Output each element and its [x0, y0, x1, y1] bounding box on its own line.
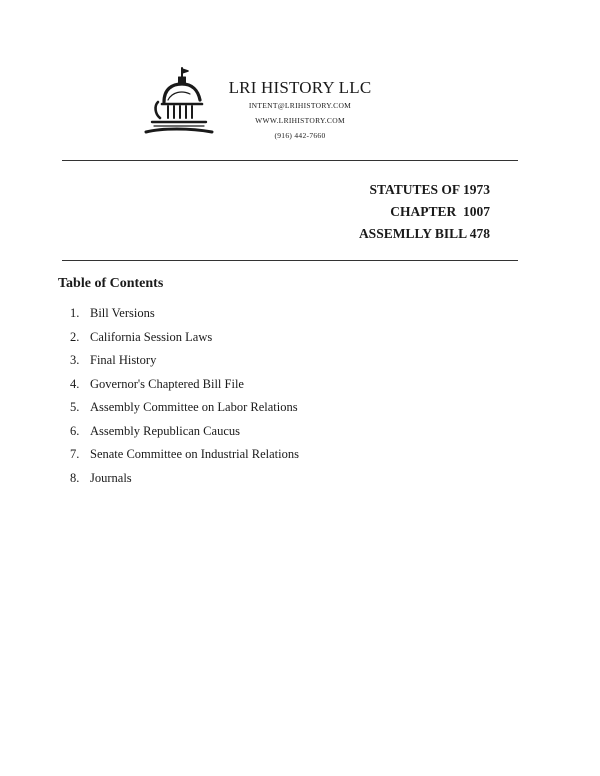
statute-year: STATUTES OF 1973: [369, 182, 490, 197]
toc-item: [70, 353, 299, 377]
toc-item-number: 5.: [70, 400, 80, 414]
capitol-dome-icon: [142, 62, 214, 140]
toc-item: [70, 424, 299, 448]
toc-item: [70, 306, 299, 330]
toc-item: [70, 330, 299, 354]
header-divider: [62, 160, 518, 161]
company-email: INTENT@LRIHISTORY.COM: [248, 101, 352, 110]
toc-title: Table of Contents: [58, 276, 164, 291]
toc-item-number: 6.: [70, 423, 80, 438]
toc-item-number: 8.: [70, 470, 80, 485]
toc-item-number: 4.: [70, 376, 80, 391]
toc-item-number: 3.: [70, 353, 80, 367]
toc-item: [70, 377, 299, 401]
toc-item-label: Senate Committee on Industrial Relations: [90, 447, 299, 461]
toc-item: [70, 400, 299, 424]
company-website: WWW.LRIHISTORY.COM: [255, 116, 345, 125]
company-phone: (916) 442-7660: [274, 131, 326, 140]
company-name: LRI HISTORY LLC: [228, 78, 372, 97]
toc-item-number: 2.: [70, 329, 80, 344]
toc-item-label: Assembly Republican Caucus: [90, 423, 240, 438]
toc-item-label: Final History: [90, 353, 157, 367]
toc-item: [70, 447, 299, 471]
toc-item-label: Journals: [90, 470, 132, 485]
statute-chapter: CHAPTER 1007: [390, 204, 490, 219]
toc-item-number: 7.: [70, 447, 80, 461]
toc-item: [70, 471, 299, 495]
statute-bill: ASSEMLLY BILL 478: [358, 226, 490, 241]
toc-item-label: Bill Versions: [90, 306, 155, 320]
toc-item-label: California Session Laws: [90, 329, 213, 344]
toc-item-label: Governor's Chaptered Bill File: [90, 376, 244, 391]
toc-list: [70, 306, 299, 494]
toc-item-number: 1.: [70, 306, 80, 320]
toc-item-label: Assembly Committee on Labor Relations: [90, 400, 298, 414]
statute-divider: [62, 260, 518, 261]
